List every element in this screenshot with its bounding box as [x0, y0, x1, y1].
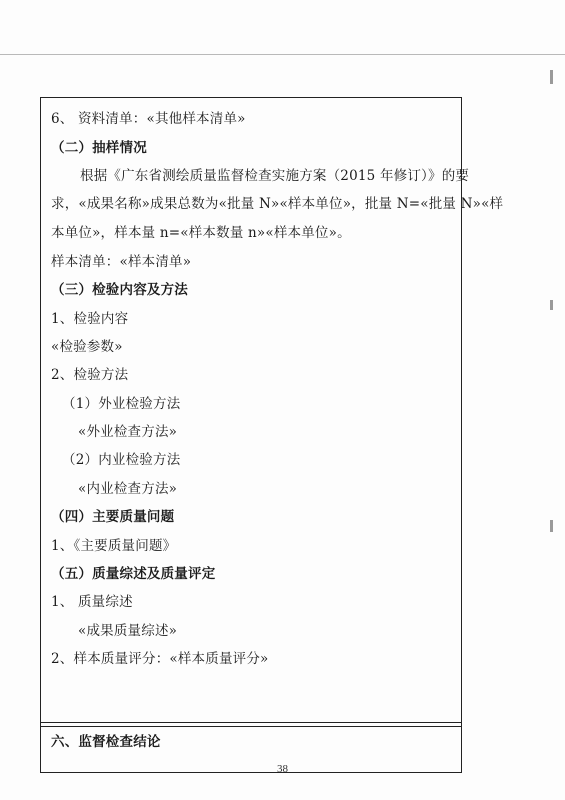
sample-list-line: 样本清单：«样本清单»: [51, 254, 192, 270]
subheading-quality-summary: 1、 质量综述: [51, 594, 133, 610]
scan-edge-line: [0, 54, 565, 55]
page-number: 38: [277, 763, 288, 775]
quality-summary-value: «成果质量综述»: [78, 623, 178, 639]
paragraph-line: 本单位»，样本量 n=«样本数量 n»«样本单位»。: [51, 225, 351, 241]
table-row-divider: [41, 722, 461, 723]
field-method-value: «外业检查方法»: [78, 424, 178, 440]
scan-edge-mark: [550, 300, 553, 310]
subheading-office-method: （2）内业检验方法: [62, 452, 181, 468]
section-heading-sampling: （二）抽样情况: [51, 140, 147, 156]
office-method-value: «内业检查方法»: [78, 481, 178, 497]
sample-quality-score: 2、样本质量评分：«样本质量评分»: [51, 651, 269, 667]
scan-edge-mark: [550, 70, 553, 84]
table-row-divider: [41, 726, 461, 727]
subheading-inspection-method: 2、检验方法: [51, 367, 129, 383]
paragraph-line: 求，«成果名称»成果总数为«批量 N»«样本单位»，批量 N=«批量 N»«样: [51, 196, 504, 212]
scan-edge-mark: [550, 520, 553, 532]
section-heading-quality-summary: （五）质量综述及质量评定: [51, 566, 216, 582]
subheading-inspection-content: 1、检验内容: [51, 311, 129, 327]
paragraph-line: 根据《广东省测绘质量监督检查实施方案（2015 年修订）》的要: [80, 168, 470, 184]
section-heading-conclusion: 六、监督检查结论: [51, 734, 161, 750]
quality-issues-item: 1、《主要质量问题》: [51, 538, 177, 554]
inspection-params: «检验参数»: [51, 339, 123, 355]
subheading-field-method: （1）外业检验方法: [62, 396, 181, 412]
item-materials-list: 6、 资料清单：«其他样本清单»: [51, 111, 246, 127]
section-heading-inspection: （三）检验内容及方法: [51, 282, 188, 298]
section-heading-quality-issues: （四）主要质量问题: [51, 509, 175, 525]
